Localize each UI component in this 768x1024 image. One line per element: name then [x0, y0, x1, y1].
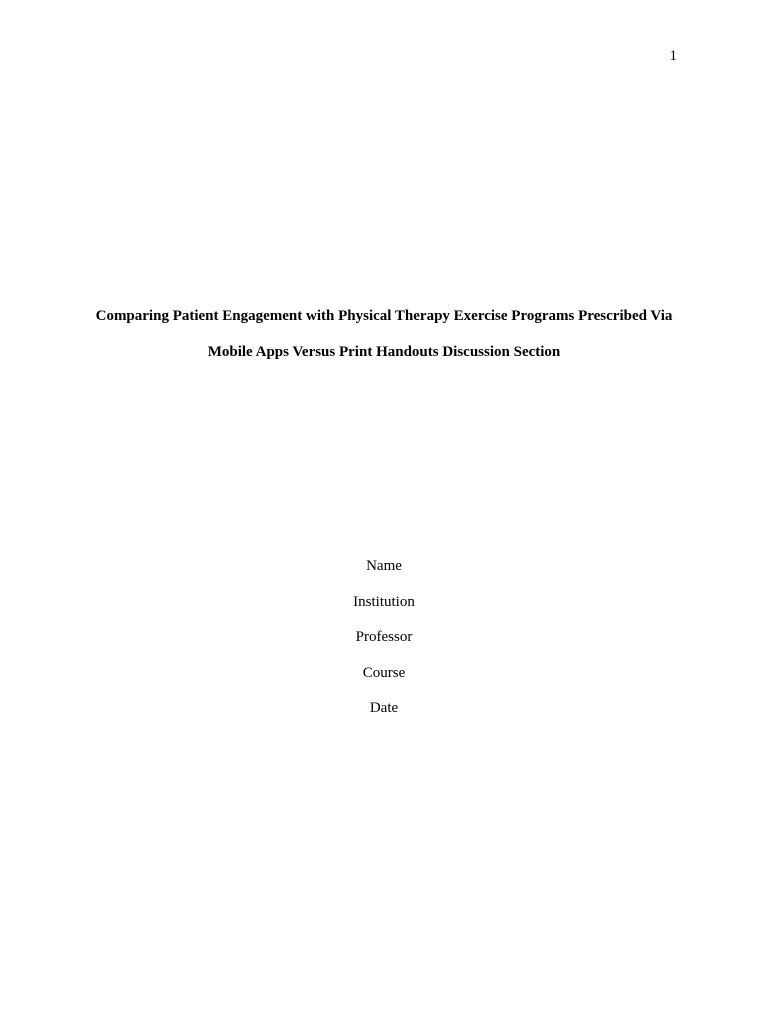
date: Date — [369, 700, 399, 717]
professor: Professor — [355, 629, 413, 646]
course: Course — [362, 664, 406, 681]
author-name: Name — [366, 558, 402, 574]
title-line-2: Mobile Apps Versus Print Handouts Discussion Section — [207, 343, 561, 360]
title-line-1: Comparing Patient Engagement with Physical Therapy Exercise Programs Prescribed Via — [95, 308, 673, 324]
author-info-block — [0, 556, 768, 734]
institution: Institution — [353, 593, 415, 610]
page-number: 1 — [669, 48, 677, 64]
title-block — [0, 306, 768, 377]
